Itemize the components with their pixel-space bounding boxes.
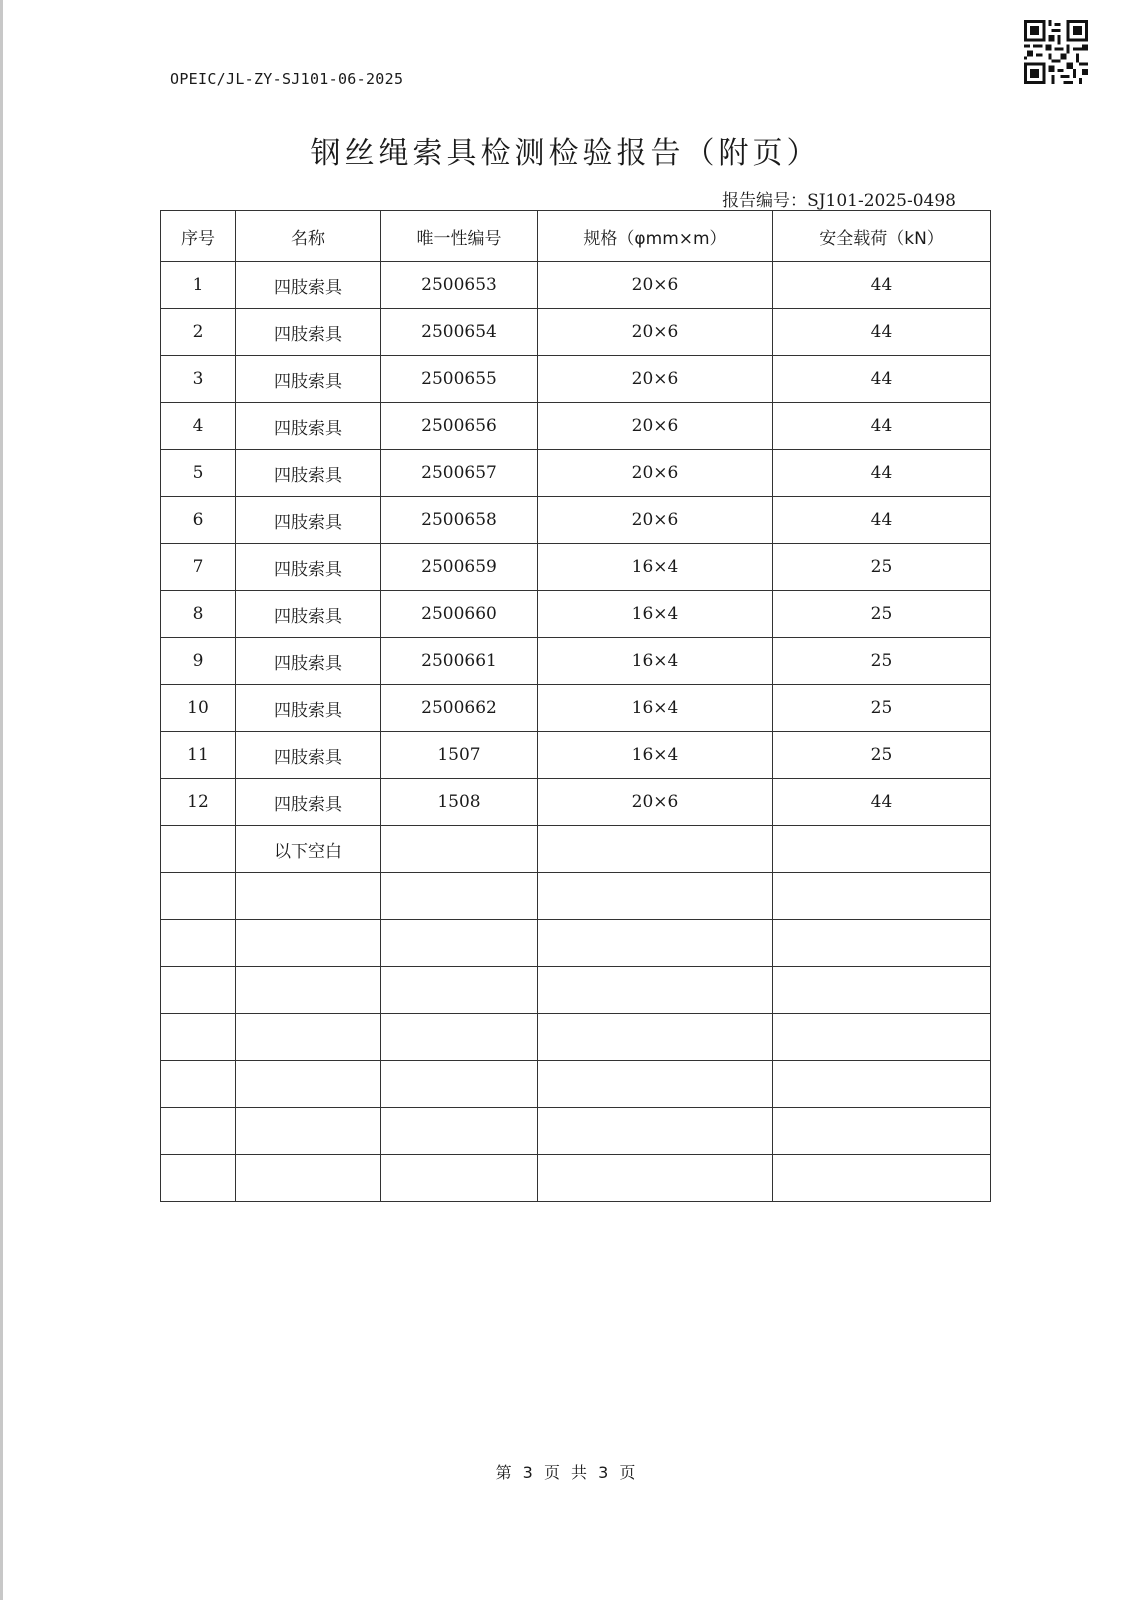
cell-no: 12	[161, 779, 236, 826]
cell-spec	[538, 1061, 773, 1108]
cell-name	[236, 1014, 381, 1061]
cell-name: 四肢索具	[236, 309, 381, 356]
cell-load	[773, 1014, 991, 1061]
table-row	[161, 1155, 991, 1202]
page-title: 钢丝绳索具检测检验报告（附页）	[310, 136, 821, 171]
cell-id: 2500653	[381, 262, 538, 309]
cell-no	[161, 1014, 236, 1061]
cell-load: 25	[773, 544, 991, 591]
cell-no: 11	[161, 732, 236, 779]
cell-spec: 20×6	[538, 262, 773, 309]
cell-name: 四肢索具	[236, 544, 381, 591]
cell-name: 四肢索具	[236, 497, 381, 544]
report-number-value: SJ101-2025-0498	[807, 191, 956, 211]
page-number: 第 3 页 共 3 页	[495, 1463, 636, 1482]
cell-id: 2500661	[381, 638, 538, 685]
cell-spec	[538, 920, 773, 967]
cell-spec	[538, 873, 773, 920]
table-row	[161, 732, 991, 779]
cell-spec	[538, 1155, 773, 1202]
cell-spec: 16×4	[538, 544, 773, 591]
cell-spec	[538, 967, 773, 1014]
cell-name: 四肢索具	[236, 591, 381, 638]
cell-id	[381, 1155, 538, 1202]
cell-no: 9	[161, 638, 236, 685]
cell-no: 6	[161, 497, 236, 544]
cell-id: 2500660	[381, 591, 538, 638]
cell-load: 25	[773, 591, 991, 638]
cell-load: 44	[773, 262, 991, 309]
cell-id	[381, 873, 538, 920]
table-row	[161, 544, 991, 591]
table-row	[161, 1108, 991, 1155]
cell-spec: 20×6	[538, 309, 773, 356]
cell-id: 2500655	[381, 356, 538, 403]
cell-id: 1507	[381, 732, 538, 779]
cell-spec: 20×6	[538, 779, 773, 826]
cell-no: 3	[161, 356, 236, 403]
table-row	[161, 873, 991, 920]
cell-name: 四肢索具	[236, 450, 381, 497]
column-header-spec: 规格（φmm×m）	[538, 211, 773, 262]
cell-load: 44	[773, 403, 991, 450]
table-row	[161, 591, 991, 638]
cell-spec: 16×4	[538, 732, 773, 779]
cell-no: 1	[161, 262, 236, 309]
table-row	[161, 1061, 991, 1108]
cell-load: 25	[773, 732, 991, 779]
cell-spec: 20×6	[538, 356, 773, 403]
cell-id: 2500662	[381, 685, 538, 732]
cell-id: 2500654	[381, 309, 538, 356]
table-header-row	[161, 211, 991, 262]
inspection-table	[160, 210, 991, 1202]
scan-edge	[0, 0, 3, 1600]
cell-id	[381, 1108, 538, 1155]
cell-id: 1508	[381, 779, 538, 826]
cell-name: 四肢索具	[236, 779, 381, 826]
cell-load	[773, 1108, 991, 1155]
cell-spec: 20×6	[538, 450, 773, 497]
column-header-no: 序号	[161, 211, 236, 262]
cell-load	[773, 1061, 991, 1108]
cell-load	[773, 920, 991, 967]
column-header-id: 唯一性编号	[381, 211, 538, 262]
cell-no	[161, 826, 236, 873]
cell-name	[236, 1155, 381, 1202]
cell-id	[381, 920, 538, 967]
cell-name	[236, 873, 381, 920]
cell-load: 25	[773, 638, 991, 685]
cell-name: 以下空白	[236, 826, 381, 873]
cell-load	[773, 967, 991, 1014]
cell-name: 四肢索具	[236, 356, 381, 403]
cell-no	[161, 967, 236, 1014]
cell-spec: 16×4	[538, 591, 773, 638]
report-number-label: 报告编号：	[722, 191, 808, 211]
cell-name: 四肢索具	[236, 685, 381, 732]
cell-load: 44	[773, 309, 991, 356]
cell-no	[161, 920, 236, 967]
cell-load: 44	[773, 779, 991, 826]
table-row	[161, 826, 991, 873]
column-header-load: 安全载荷（kN）	[773, 211, 991, 262]
cell-load	[773, 1155, 991, 1202]
cell-no: 10	[161, 685, 236, 732]
cell-name	[236, 967, 381, 1014]
cell-load	[773, 826, 991, 873]
cell-id	[381, 1014, 538, 1061]
column-header-name: 名称	[236, 211, 381, 262]
cell-id	[381, 826, 538, 873]
table-row	[161, 403, 991, 450]
cell-load: 44	[773, 497, 991, 544]
table-row	[161, 497, 991, 544]
qr-code-icon	[1024, 20, 1088, 84]
cell-spec	[538, 1108, 773, 1155]
table-row	[161, 356, 991, 403]
table-row	[161, 967, 991, 1014]
cell-spec: 20×6	[538, 403, 773, 450]
cell-name: 四肢索具	[236, 403, 381, 450]
cell-spec	[538, 1014, 773, 1061]
report-number	[722, 186, 956, 211]
cell-no: 5	[161, 450, 236, 497]
cell-id	[381, 1061, 538, 1108]
cell-spec: 20×6	[538, 497, 773, 544]
cell-load: 44	[773, 450, 991, 497]
cell-name: 四肢索具	[236, 732, 381, 779]
cell-no	[161, 873, 236, 920]
cell-spec	[538, 826, 773, 873]
table-row	[161, 638, 991, 685]
cell-id: 2500658	[381, 497, 538, 544]
cell-load: 44	[773, 356, 991, 403]
cell-id: 2500659	[381, 544, 538, 591]
table-row	[161, 920, 991, 967]
cell-name	[236, 920, 381, 967]
table-row	[161, 1014, 991, 1061]
cell-id	[381, 967, 538, 1014]
table-row	[161, 450, 991, 497]
cell-no: 2	[161, 309, 236, 356]
table-row	[161, 309, 991, 356]
cell-id: 2500656	[381, 403, 538, 450]
table-row	[161, 685, 991, 732]
cell-no: 4	[161, 403, 236, 450]
cell-id: 2500657	[381, 450, 538, 497]
cell-spec: 16×4	[538, 638, 773, 685]
cell-name: 四肢索具	[236, 262, 381, 309]
cell-load: 25	[773, 685, 991, 732]
table-row	[161, 779, 991, 826]
cell-load	[773, 873, 991, 920]
cell-no: 8	[161, 591, 236, 638]
table-row	[161, 262, 991, 309]
cell-name: 四肢索具	[236, 638, 381, 685]
cell-no	[161, 1061, 236, 1108]
cell-no: 7	[161, 544, 236, 591]
cell-name	[236, 1108, 381, 1155]
cell-spec: 16×4	[538, 685, 773, 732]
document-code: OPEIC/JL-ZY-SJ101-06-2025	[170, 70, 404, 88]
cell-no	[161, 1108, 236, 1155]
cell-no	[161, 1155, 236, 1202]
cell-name	[236, 1061, 381, 1108]
